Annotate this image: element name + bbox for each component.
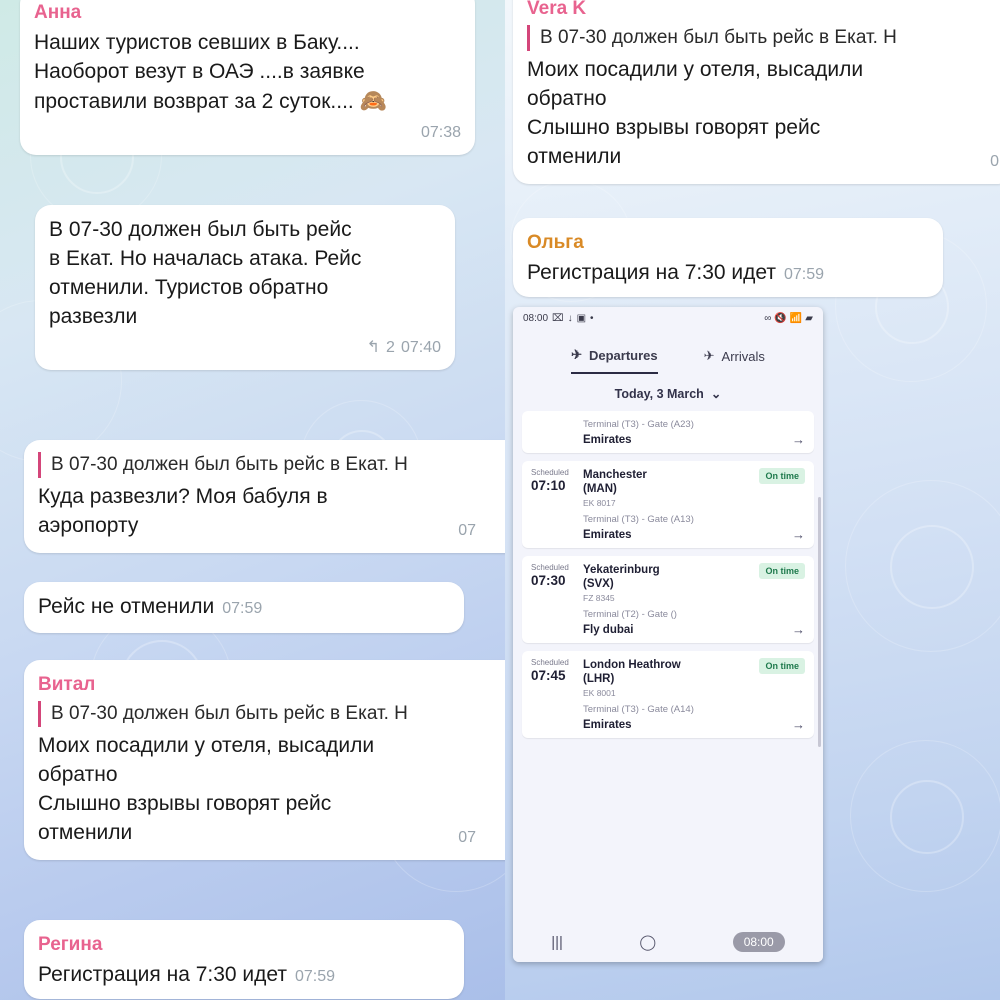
chat-message[interactable] [35,205,455,370]
chevron-down-icon: ⌄ [710,387,722,401]
chat-message[interactable] [24,440,505,553]
chevron-right-icon[interactable]: → [792,527,805,542]
chat-message[interactable] [513,0,1000,184]
flight-number: EK 8017 [583,498,616,508]
sender-name: Анна [34,2,82,23]
reply-count: 2 [386,339,395,356]
camera-icon: ▣ [576,312,587,324]
flight-terminal: Terminal (T3) - Gate (A23) [583,419,694,430]
android-nav-bar [513,922,823,962]
tab-departures-label: Departures [589,347,658,363]
message-text: Куда развезли? Моя бабуля в аэропорту [38,485,328,537]
message-text: Рейс не отменили 07:59 [38,592,450,623]
flight-airport-code: (SVX) [583,578,614,590]
departures-icon: ✈ [571,347,582,362]
flight-schedule [531,658,583,683]
flight-top [531,563,805,603]
recents-icon[interactable]: ||| [551,933,563,951]
monkey-emoji: 🙈 [359,88,387,113]
status-badge: On time [759,468,805,484]
chevron-right-icon[interactable]: → [792,432,805,447]
flight-city: Yekaterinburg [583,564,660,576]
flight-city: Manchester [583,469,647,481]
message-text: Моих посадили у отеля, высадили обратно Слышно взрывы говорят рейс отменили [38,734,375,844]
flight-airport-code: (MAN) [583,483,617,495]
quoted-message[interactable]: В 07-30 должен был быть рейс в Екат. Н [38,452,505,478]
status-badge: On time [759,658,805,674]
flight-terminal: Terminal (T2) - Gate () [583,609,677,620]
flight-terminal: Terminal (T3) - Gate (A14) [583,704,694,715]
flight-airport-code: (LHR) [583,673,615,685]
flight-airline: Emirates [583,718,632,731]
flight-row[interactable] [522,411,814,453]
scheduled-label: Scheduled [531,468,569,477]
flight-time: 07:45 [531,668,566,683]
message-text: Наших туристов севших в Баку.... Наоборот везут в ОАЭ ....в заявке проставили возврат за 2 суток.... 🙈 [34,31,387,113]
status-badge: On time [759,563,805,579]
status-right-icons [764,313,813,324]
sender-name: Витал [38,674,96,695]
tab-arrivals[interactable] [704,347,765,374]
chat-message[interactable] [24,920,464,999]
reply-icon: ↰ [366,339,381,356]
flight-row[interactable] [522,651,814,738]
flight-board-tabs [513,329,823,374]
message-time: 07:40 [400,339,441,356]
download-icon: ↓ [567,312,573,324]
mute-icon: 🔇 [774,312,787,324]
flight-terminal: Terminal (T3) - Gate (A13) [583,514,694,525]
date-selector-label: Today, 3 March [614,386,704,401]
message-text: Моих посадили у отеля, высадили обратно Слышно взрывы говорят рейс отменили [527,58,864,168]
flight-bottom [583,432,805,447]
chat-message[interactable] [24,582,464,633]
flight-schedule [531,468,583,493]
message-text: Регистрация на 7:30 идет 07:59 [38,960,450,991]
flight-time: 07:10 [531,478,566,493]
chevron-right-icon[interactable]: → [792,717,805,732]
wifi-icon: 📶 [789,312,803,324]
status-left-icons [523,313,594,324]
screenshot-icon: ⌧ [552,312,564,324]
message-time: 07 [458,522,476,539]
flight-list[interactable] [513,411,823,738]
flight-time: 07:30 [531,573,566,588]
sender-name: Vera K [527,0,587,19]
flight-number: EK 8001 [583,688,616,698]
message-time: 07 [458,829,476,846]
message-text: Регистрация на 7:30 идет 07:59 [527,258,929,289]
clock-pill: 08:00 [733,932,785,952]
flight-top [531,658,805,698]
flight-row[interactable] [522,556,814,643]
chevron-right-icon[interactable]: → [792,622,805,637]
flight-destination [583,563,759,603]
flight-airline: Emirates [583,433,632,446]
flight-city: London Heathrow [583,659,681,671]
quoted-message[interactable]: В 07-30 должен был быть рейс в Екат. Н [38,701,505,727]
sender-name: Регина [38,934,103,955]
status-time: 08:00 [523,312,549,324]
chat-message[interactable] [513,218,943,297]
message-text: В 07-30 должен был быть рейс в Екат. Но началась атака. Рейс отменили. Туристов обратно развезли [49,218,362,328]
link-icon: ∞ [764,312,772,324]
flight-destination [583,468,759,508]
flight-row[interactable] [522,461,814,548]
flight-bottom [583,622,805,637]
message-time: 07:38 [420,124,461,141]
message-time: 0 [990,153,999,170]
flight-bottom [583,717,805,732]
tab-arrivals-label: Arrivals [721,348,765,364]
phone-status-bar [513,307,823,329]
flight-top [531,468,805,508]
message-time: 07:59 [295,968,336,985]
arrivals-icon: ✈ [703,348,715,363]
date-selector[interactable] [513,374,823,411]
flight-bottom [583,527,805,542]
flight-number: FZ 8345 [583,593,615,603]
quoted-message[interactable]: В 07-30 должен был быть рейс в Екат. Н [527,25,999,51]
dot-icon: • [590,312,594,324]
flight-schedule [531,563,583,588]
home-icon[interactable]: ◯ [639,934,657,951]
message-meta [49,333,441,362]
flight-airline: Fly dubai [583,623,634,636]
message-meta [34,118,461,147]
message-time: 07:59 [784,266,825,283]
chat-message[interactable] [24,660,505,860]
phone-screenshot [513,307,823,962]
scheduled-label: Scheduled [531,658,569,667]
scrollbar[interactable] [818,497,821,747]
battery-icon: ▰ [805,312,813,324]
sender-name: Ольга [527,232,584,253]
scheduled-label: Scheduled [531,563,569,572]
flight-airline: Emirates [583,528,632,541]
message-time: 07:59 [222,600,263,617]
tab-departures[interactable] [571,347,658,374]
flight-destination [583,658,759,698]
chat-message[interactable] [20,0,475,155]
